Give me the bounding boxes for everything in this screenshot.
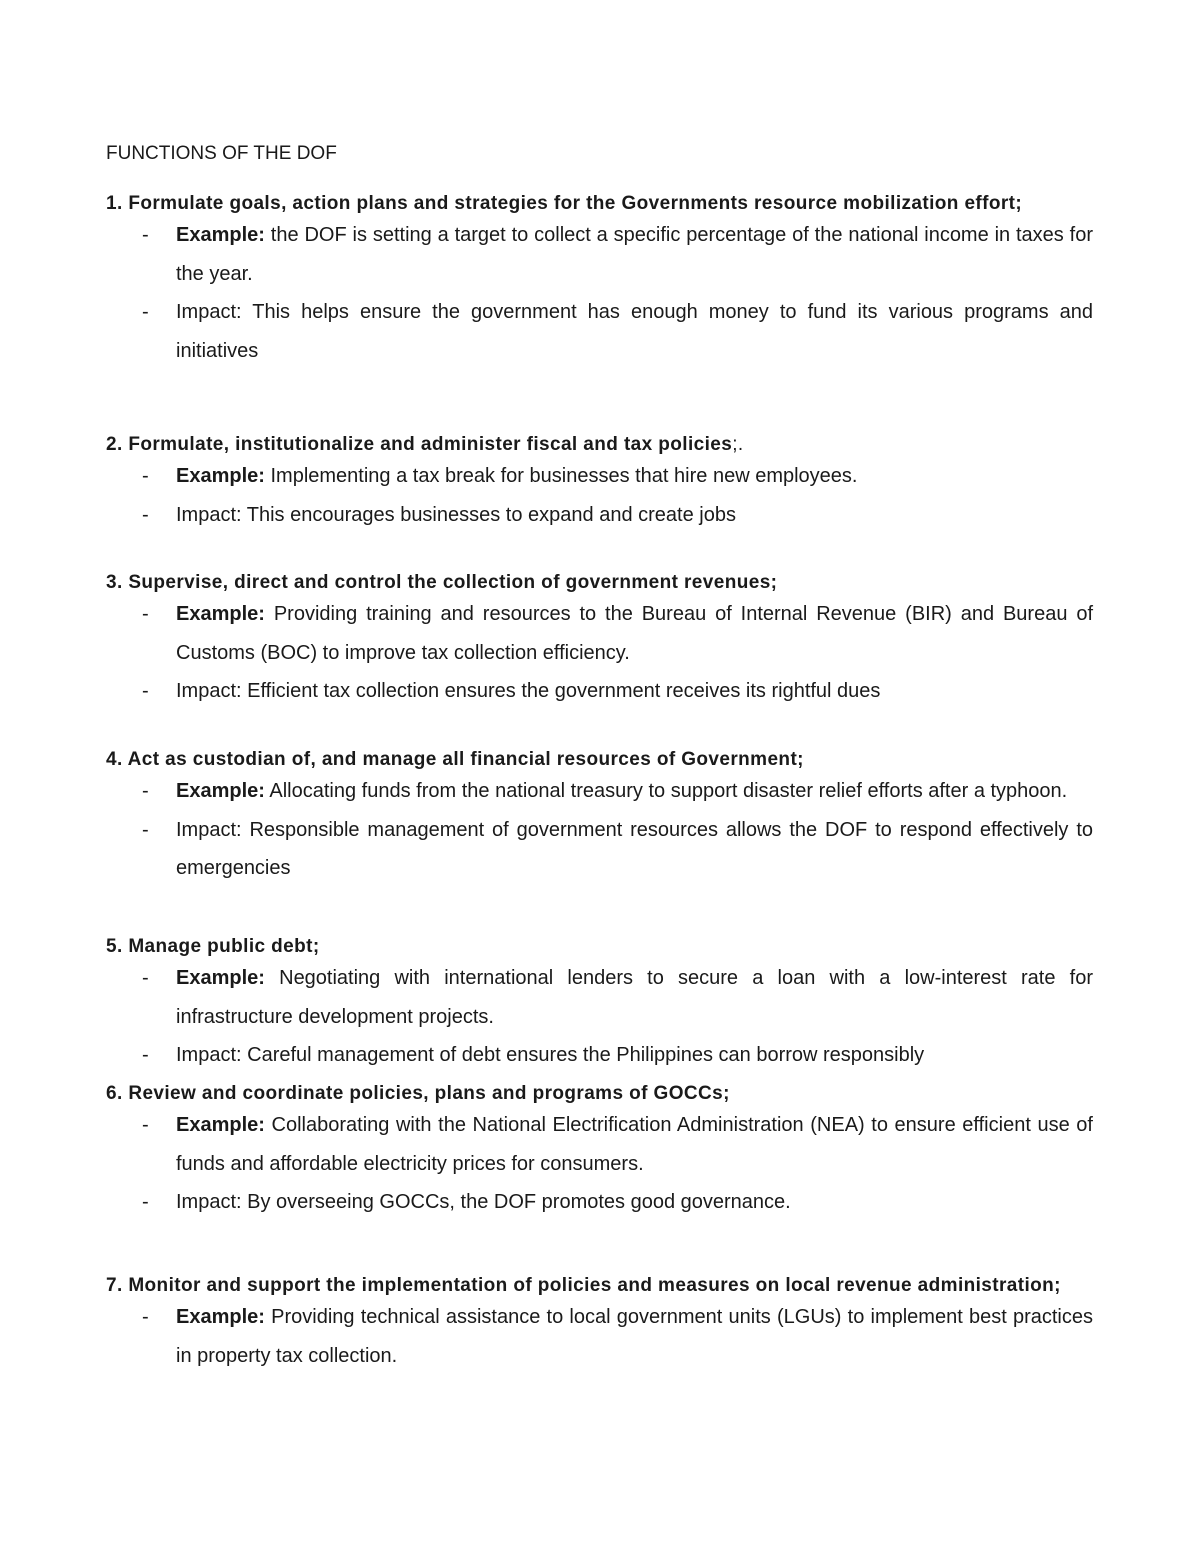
function-heading-text: 6. Review and coordinate policies, plans and programs of GOCCs; (106, 1083, 730, 1104)
impact-text: Impact: Responsible management of government resources allows the DOF to respond effectively to emergencies (176, 818, 1093, 879)
example-bullet (106, 216, 1093, 293)
function-section-2 (106, 433, 1093, 534)
bullet-dash: - (142, 818, 149, 841)
example-bullet (106, 1298, 1093, 1375)
function-heading-text: 5. Manage public debt; (106, 936, 320, 957)
example-label: Example: (176, 780, 265, 802)
function-section-4 (106, 748, 1093, 888)
function-section-5 (106, 935, 1093, 1075)
example-bullet (106, 959, 1093, 1036)
example-text: Providing training and resources to the Bureau of Internal Revenue (BIR) and Bureau of Customs (BOC) to improve tax collection efficiency. (176, 603, 1093, 664)
impact-bullet (106, 496, 1093, 535)
bullet-dash: - (142, 224, 149, 246)
example-text: Collaborating with the National Electrification Administration (NEA) to ensure efficient use of funds and affordable electricity prices for consumers. (176, 1114, 1093, 1175)
example-bullet (106, 1106, 1093, 1183)
bullet-dash: - (142, 780, 149, 802)
bullet-dash: - (142, 967, 149, 989)
example-label: Example: (176, 1114, 265, 1136)
bullet-dash: - (142, 465, 149, 487)
function-heading (106, 433, 1093, 457)
function-heading (106, 192, 1093, 216)
bullet-dash: - (142, 1044, 149, 1066)
function-heading-text: 1. Formulate goals, action plans and strategies for the Governments resource mobilization effort; (106, 193, 1023, 214)
bullet-dash: - (142, 301, 149, 323)
example-bullet (106, 595, 1093, 672)
example-bullet (106, 772, 1093, 811)
function-heading (106, 1274, 1093, 1298)
impact-bullet (106, 672, 1093, 711)
function-heading-text: 4. Act as custodian of, and manage all financial resources of Government; (106, 749, 804, 770)
example-label: Example: (176, 967, 265, 989)
example-label: Example: (176, 1306, 265, 1328)
example-label: Example: (176, 465, 265, 487)
function-heading (106, 1082, 1093, 1106)
example-text: Allocating funds from the national treasury to support disaster relief efforts after a typhoon. (264, 780, 1068, 802)
impact-bullet (106, 293, 1093, 370)
function-heading-text: 2. Formulate, institutionalize and administer fiscal and tax policies (106, 434, 733, 455)
example-text: Providing technical assistance to local government units (LGUs) to implement best practices in property tax collection. (176, 1306, 1093, 1367)
impact-bullet (106, 1183, 1093, 1222)
function-section-1 (106, 192, 1093, 370)
document-title: FUNCTIONS OF THE DOF (106, 143, 337, 164)
impact-text: Impact: Careful management of debt ensures the Philippines can borrow responsibly (176, 1044, 925, 1066)
example-label: Example: (176, 603, 265, 625)
example-text: the DOF is setting a target to collect a specific percentage of the national income in taxes for the year. (176, 224, 1093, 285)
bullet-dash: - (142, 680, 149, 702)
function-heading (106, 571, 1093, 595)
function-section-6 (106, 1082, 1093, 1222)
function-heading (106, 935, 1093, 959)
bullet-dash: - (142, 1306, 149, 1328)
function-heading (106, 748, 1093, 772)
impact-bullet (106, 811, 1093, 888)
bullet-dash: - (142, 603, 149, 625)
function-section-3 (106, 571, 1093, 711)
bullet-dash: - (142, 1191, 149, 1213)
impact-text: Impact: This helps ensure the government has enough money to fund its various programs and initiatives (176, 301, 1093, 362)
function-heading-text: 7. Monitor and support the implementation of policies and measures on local revenue administration; (106, 1275, 1061, 1296)
bullet-dash: - (142, 1114, 149, 1136)
bullet-dash: - (142, 503, 149, 526)
example-bullet (106, 457, 1093, 496)
example-text: Implementing a tax break for businesses that hire new employees. (264, 465, 858, 487)
impact-text: Impact: By overseeing GOCCs, the DOF promotes good governance. (176, 1191, 791, 1213)
function-section-7 (106, 1274, 1093, 1375)
example-label: Example: (176, 224, 265, 246)
impact-text: Impact: This encourages businesses to expand and create jobs (176, 503, 736, 526)
impact-text: Impact: Efficient tax collection ensures the government receives its rightful dues (176, 680, 881, 702)
function-heading-text: 3. Supervise, direct and control the collection of government revenues; (106, 572, 778, 593)
impact-bullet (106, 1036, 1093, 1075)
example-text: Negotiating with international lenders to secure a loan with a low-interest rate for infrastructure development projects. (176, 967, 1093, 1028)
function-heading-tail: ;. (732, 434, 744, 455)
